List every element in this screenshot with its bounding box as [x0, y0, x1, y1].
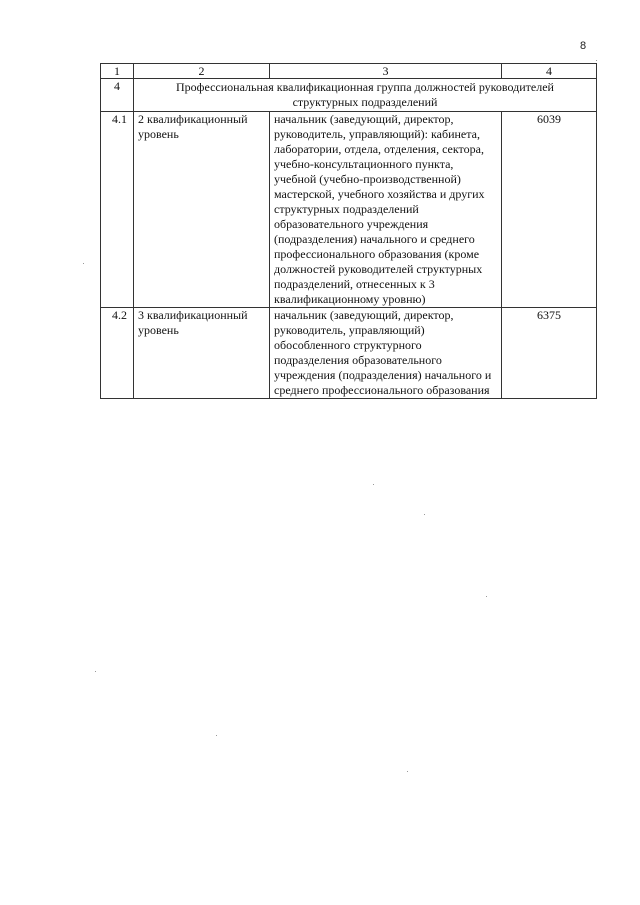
salary-table	[100, 63, 597, 399]
row-number: 4.2	[101, 308, 134, 399]
header-cell-4: 4	[502, 64, 597, 79]
scan-speck	[83, 263, 84, 264]
group-number: 4	[101, 79, 134, 112]
scan-speck	[424, 514, 425, 515]
table-row	[101, 112, 597, 308]
scan-speck	[596, 60, 597, 61]
scan-speck	[486, 596, 487, 597]
header-cell-3: 3	[270, 64, 502, 79]
page-number: 8	[580, 40, 587, 52]
scan-speck	[95, 671, 96, 672]
scan-speck	[407, 771, 408, 772]
header-cell-1: 1	[101, 64, 134, 79]
header-cell-2: 2	[134, 64, 270, 79]
qualification-level: 3 квалификационный уровень	[134, 308, 270, 399]
scan-speck	[373, 484, 374, 485]
position-description: начальник (заведующий, директор, руководитель, управляющий): кабинета, лаборатории, отдела, отделения, сектора, учебно-консультационного пункта, учебной (учебно-производственной) мастерской, учебного хозяйства и других структурных подразделений образовательного учреждения (подразделения) начального и среднего профессионального образования (кроме должностей руководителей структурных подразделений, отнесенных к 3 квалификационному уровню)	[270, 112, 502, 308]
header-row	[101, 64, 597, 79]
position-description: начальник (заведующий, директор, руководитель, управляющий) обособленного структурного подразделения образовательного учреждения (подразделения) начального и среднего профессионального образования	[270, 308, 502, 399]
group-title: Профессиональная квалификационная группа должностей руководителей структурных подразделений	[134, 79, 597, 112]
qualification-level: 2 квалификационный уровень	[134, 112, 270, 308]
salary-value: 6039	[502, 112, 597, 308]
group-row	[101, 79, 597, 112]
salary-value: 6375	[502, 308, 597, 399]
table-row	[101, 308, 597, 399]
scan-speck	[216, 735, 217, 736]
row-number: 4.1	[101, 112, 134, 308]
